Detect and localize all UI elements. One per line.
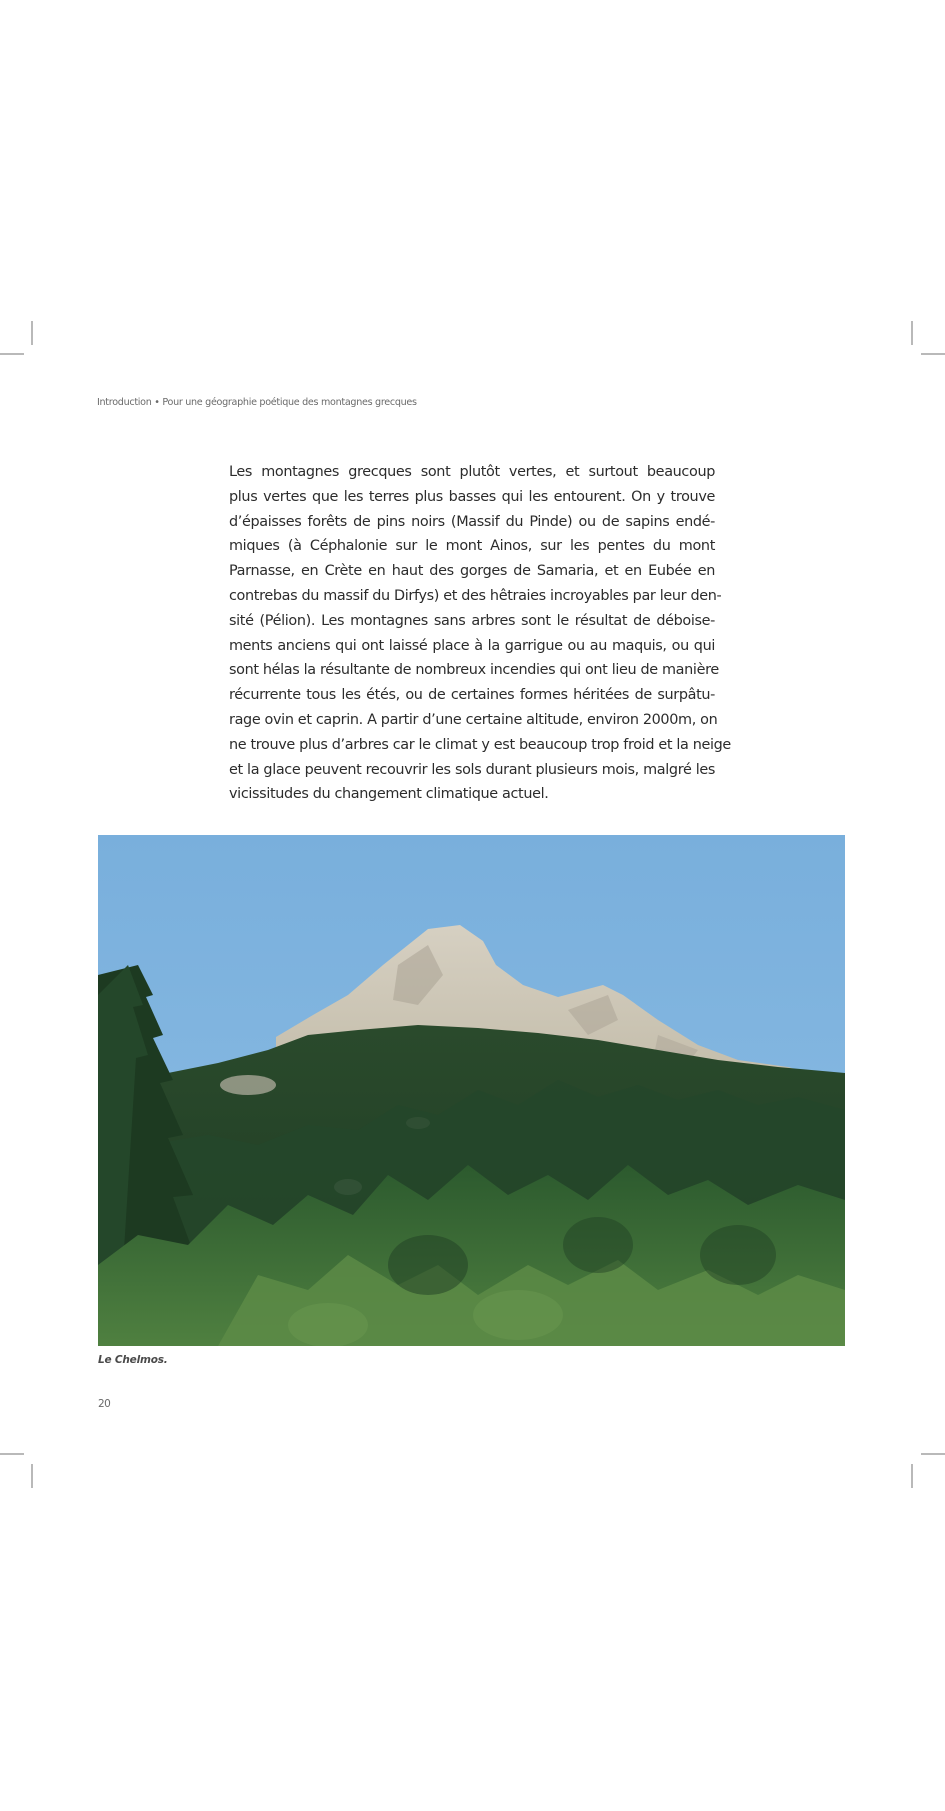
crop-mark-top-right-vertical (911, 321, 913, 345)
crop-mark-bottom-right-horizontal (921, 1453, 945, 1455)
mountain-photo-illustration (98, 835, 845, 1346)
mountain-photo (98, 835, 845, 1346)
body-line: contrebas du massif du Dirfys) et des hêtraies incroyables par leur den- (229, 587, 722, 604)
body-line: vicissitudes du changement climatique actuel. (229, 786, 549, 803)
body-line: et la glace peuvent recouvrir les sols durant plusieurs mois, malgré les (229, 761, 715, 778)
body-line: sont hélas la résultante de nombreux incendies qui ont lieu de manière (229, 662, 719, 679)
body-line: plus vertes que les terres plus basses qui les entourent. On y trouve (229, 488, 715, 505)
body-line: d’épaisses forêts de pins noirs (Massif du Pinde) ou de sapins endé- (229, 513, 715, 530)
crop-mark-top-left-vertical (31, 321, 33, 345)
body-line: récurrente tous les étés, ou de certaines formes héritées de surpâtu- (229, 687, 715, 704)
body-line: sité (Pélion). Les montagnes sans arbres sont le résultat de déboise- (229, 612, 715, 629)
body-paragraph (229, 460, 731, 807)
crop-mark-bottom-left-horizontal (0, 1453, 24, 1455)
crop-mark-bottom-left-vertical (31, 1464, 33, 1488)
body-line: miques (à Céphalonie sur le mont Ainos, sur les pentes du mont (229, 538, 715, 555)
crop-mark-top-left-horizontal (0, 353, 24, 355)
crop-mark-top-right-horizontal (921, 353, 945, 355)
running-head: Introduction • Pour une géographie poétique des montagnes grecques (97, 397, 417, 408)
body-line: Les montagnes grecques sont plutôt vertes, et surtout beaucoup (229, 464, 715, 480)
body-line: ments anciens qui ont laissé place à la garrigue ou au maquis, ou qui (229, 637, 715, 654)
body-line: rage ovin et caprin. A partir d’une certaine altitude, environ 2000m, on (229, 711, 718, 728)
photo-caption: Le Chelmos. (98, 1354, 168, 1366)
crop-mark-bottom-right-vertical (911, 1464, 913, 1488)
page-number: 20 (98, 1398, 111, 1410)
body-line: Parnasse, en Crète en haut des gorges de Samaria, et en Eubée en (229, 563, 715, 580)
body-line: ne trouve plus d’arbres car le climat y est beaucoup trop froid et la neige (229, 736, 731, 753)
